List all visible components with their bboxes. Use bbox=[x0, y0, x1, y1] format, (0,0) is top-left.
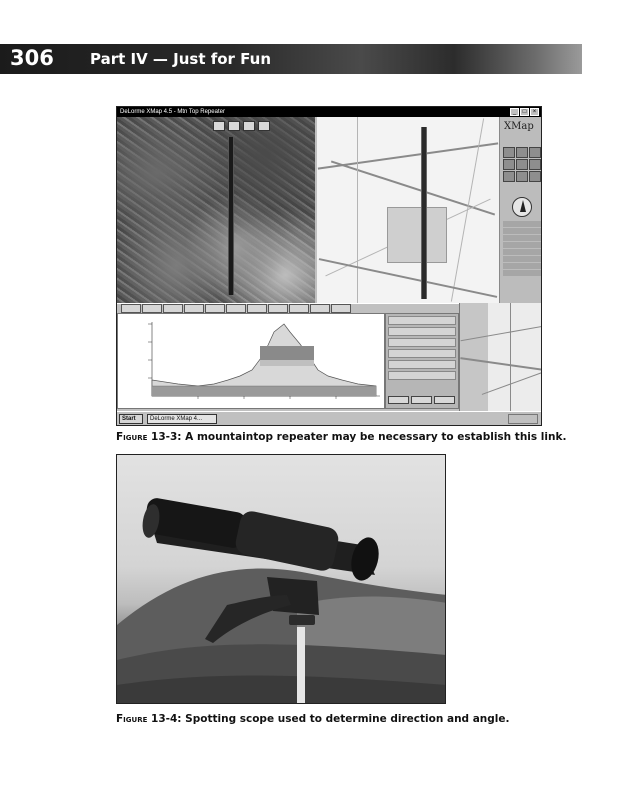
compass-icon bbox=[512, 197, 532, 217]
panel-button bbox=[434, 396, 455, 404]
toolbar-control bbox=[228, 121, 240, 131]
map-area-shading bbox=[387, 207, 447, 263]
imagery-toolbar bbox=[213, 121, 270, 131]
xmap-logo: XMap bbox=[504, 121, 534, 132]
window-title: DeLorme XMap 4.5 - Mtn Top Repeater bbox=[120, 109, 225, 115]
tool-icon bbox=[529, 159, 541, 170]
info-panel bbox=[503, 221, 541, 276]
figure-13-4-photo bbox=[116, 454, 446, 704]
figure-13-4-caption bbox=[116, 713, 510, 725]
overview-map-pane bbox=[459, 303, 542, 411]
toolbar-control bbox=[243, 121, 255, 131]
minimize-icon: _ bbox=[510, 108, 519, 116]
tool-icon bbox=[503, 171, 515, 182]
panel-button bbox=[388, 396, 409, 404]
page-number: 306 bbox=[10, 46, 54, 70]
tool-icon bbox=[516, 159, 528, 170]
panel-button bbox=[411, 396, 432, 404]
tool-icon bbox=[503, 159, 515, 170]
spotting-scope-photo bbox=[117, 455, 446, 704]
toolbar-control bbox=[258, 121, 270, 131]
satellite-imagery-pane bbox=[117, 117, 315, 303]
part-title: Part IV — Just for Fun bbox=[90, 50, 272, 68]
start-button: Start bbox=[119, 414, 143, 424]
maximize-icon: □ bbox=[520, 108, 529, 116]
map-road bbox=[319, 258, 497, 298]
system-tray bbox=[508, 414, 538, 424]
caption-text: Spotting scope used to determine direction and angle. bbox=[185, 713, 510, 725]
profile-stats-panel bbox=[385, 313, 459, 409]
caption-text: A mountaintop repeater may be necessary to establish this link. bbox=[185, 431, 567, 443]
close-icon: × bbox=[530, 108, 539, 116]
control-panel bbox=[499, 117, 542, 303]
map-road bbox=[357, 117, 358, 303]
elevation-profile bbox=[117, 313, 385, 409]
elevation-profile-graphic bbox=[118, 314, 386, 410]
link-path-line bbox=[421, 127, 427, 299]
tool-icon bbox=[529, 171, 541, 182]
taskbar-app-item: DeLorme XMap 4... bbox=[147, 414, 217, 424]
tab-strip bbox=[117, 303, 459, 313]
windows-taskbar bbox=[117, 411, 541, 425]
street-map-pane bbox=[317, 117, 499, 303]
tool-button-grid bbox=[503, 147, 541, 182]
tool-icon bbox=[516, 147, 528, 158]
figure-13-3-caption bbox=[116, 431, 566, 443]
figure-13-3-screenshot bbox=[116, 106, 542, 426]
toolbar-control bbox=[213, 121, 225, 131]
app-titlebar bbox=[117, 107, 541, 117]
link-path-line bbox=[228, 137, 234, 295]
running-header bbox=[0, 44, 582, 74]
window-controls bbox=[510, 108, 539, 116]
tool-icon bbox=[529, 147, 541, 158]
tool-icon bbox=[503, 147, 515, 158]
tool-icon bbox=[516, 171, 528, 182]
figure-label: Figure 13-3: bbox=[116, 431, 182, 443]
figure-label: Figure 13-4: bbox=[116, 713, 182, 725]
